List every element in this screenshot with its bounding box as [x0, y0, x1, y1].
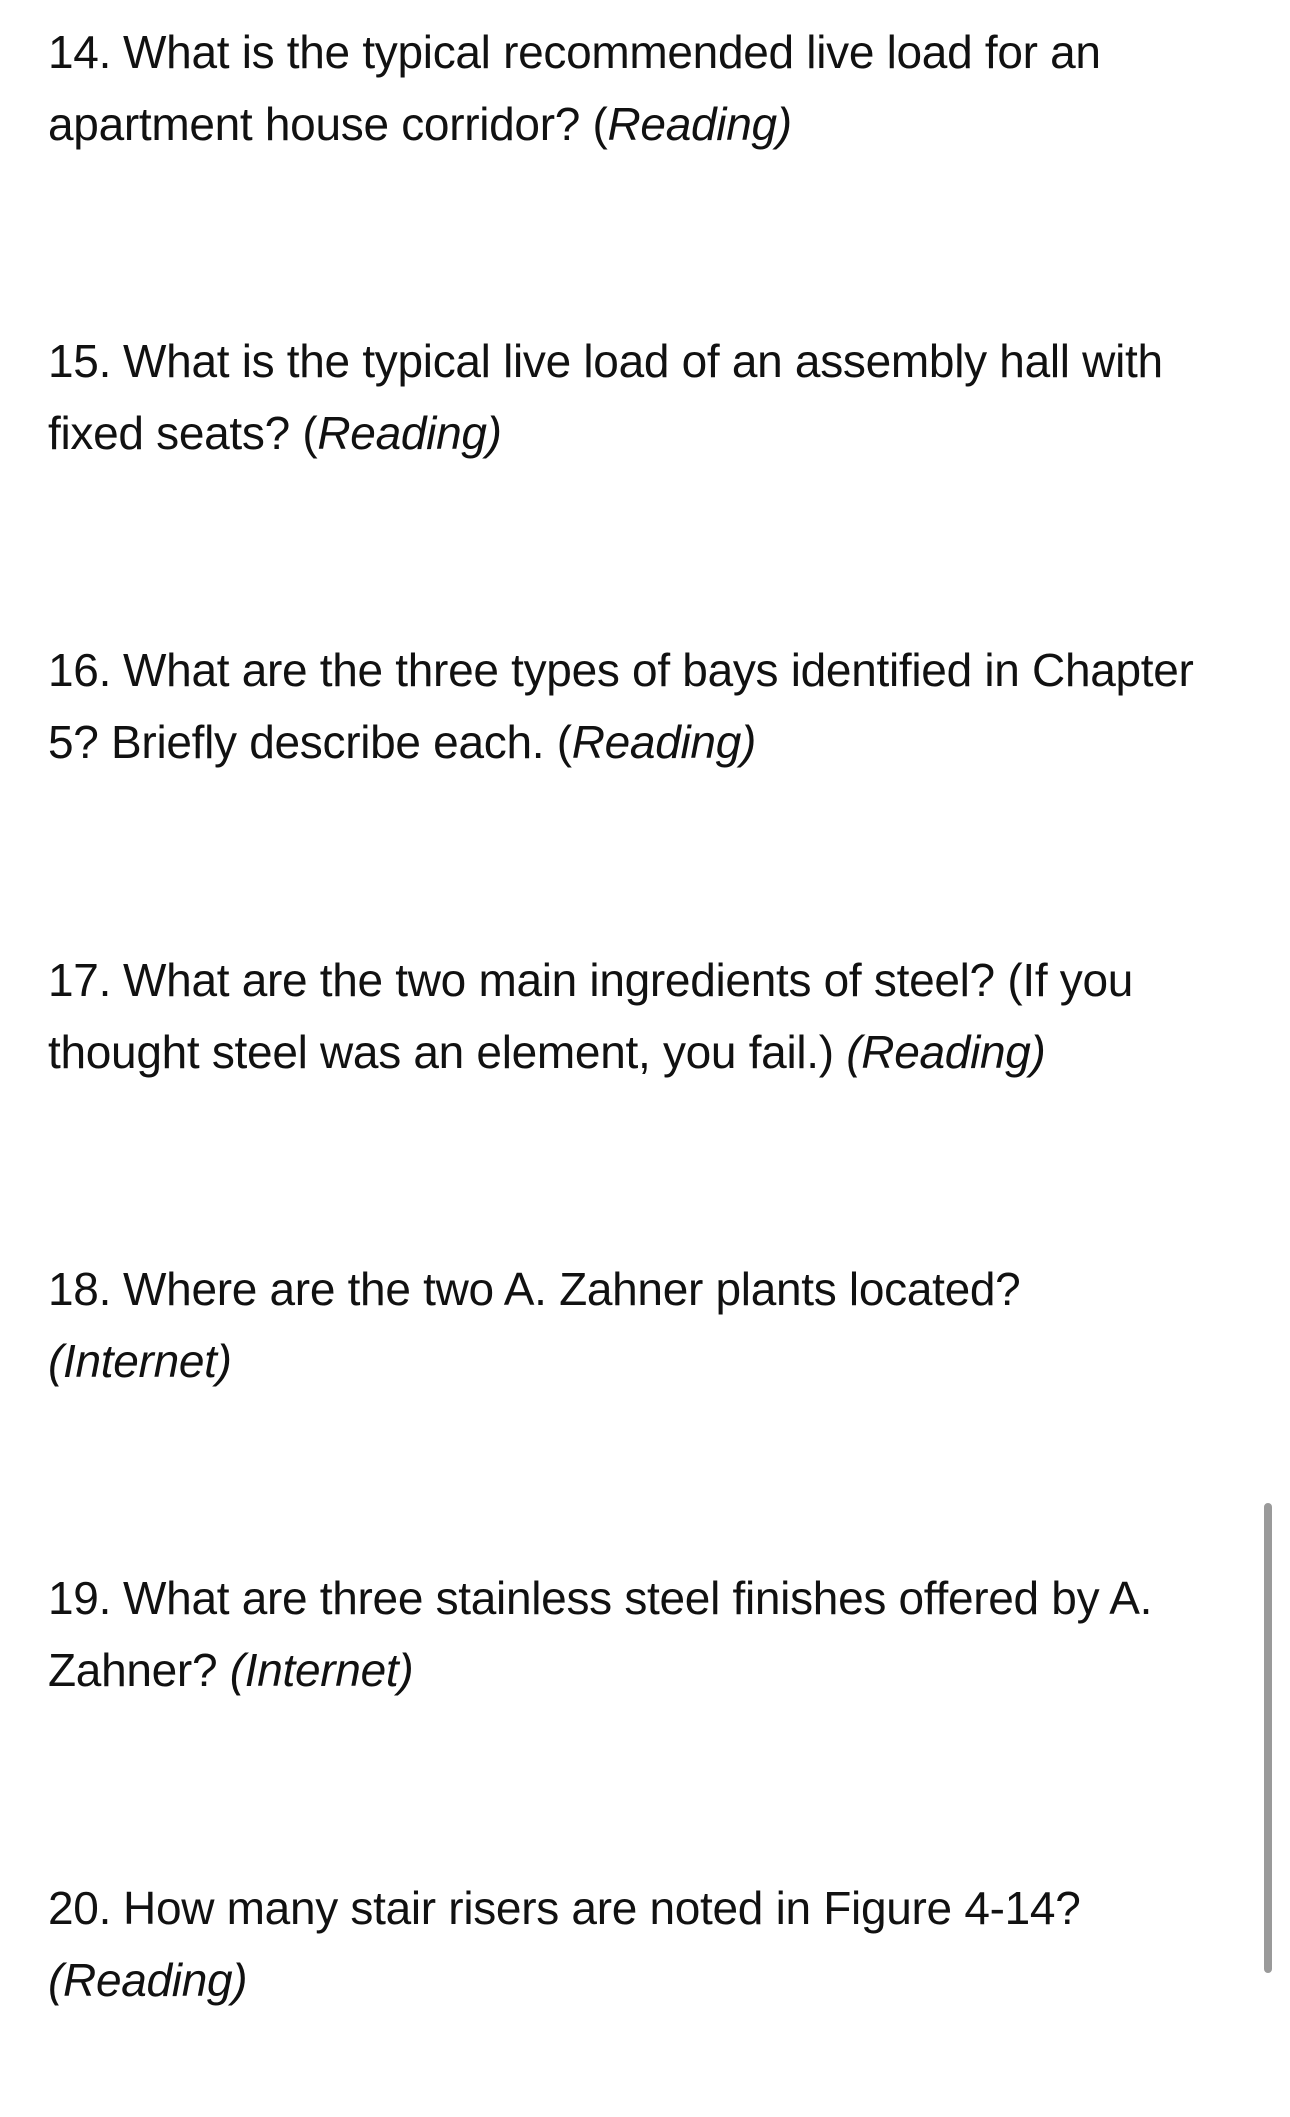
question-source: Reading) — [607, 98, 792, 150]
question-18 — [48, 1253, 1208, 1397]
vertical-scrollbar[interactable] — [1264, 1503, 1272, 1973]
question-number: 20. — [48, 1882, 112, 1934]
question-15 — [48, 325, 1208, 469]
question-source: (Reading) — [48, 1954, 248, 2006]
question-number: 16. — [48, 644, 112, 696]
question-number: 17. — [48, 954, 112, 1006]
question-source: Reading) — [571, 716, 756, 768]
question-number: 14. — [48, 26, 112, 78]
question-number: 18. — [48, 1263, 112, 1315]
question-text: What are the two main ingredients of steel? (If you thought steel was an element, you fail.) — [48, 954, 1134, 1078]
question-text: How many stair risers are noted in Figure 4-14? — [123, 1882, 1081, 1934]
question-text: What are three stainless steel finishes offered by A. Zahner? — [48, 1572, 1153, 1696]
question-19 — [48, 1562, 1208, 1706]
question-source: (Internet) — [48, 1335, 232, 1387]
question-source: (Reading) — [846, 1026, 1046, 1078]
question-20 — [48, 1872, 1208, 2016]
question-source: Reading) — [317, 407, 502, 459]
question-text: What are the three types of bays identified in Chapter 5? Briefly describe each. ( — [48, 644, 1194, 768]
question-number: 19. — [48, 1572, 112, 1624]
question-number: 15. — [48, 335, 112, 387]
question-source: (Internet) — [229, 1644, 414, 1696]
question-14 — [48, 16, 1208, 160]
question-text: What is the typical recommended live load for an apartment house corridor? ( — [48, 26, 1101, 150]
question-17 — [48, 944, 1208, 1088]
question-16 — [48, 634, 1208, 778]
question-text: Where are the two A. Zahner plants located? — [123, 1263, 1021, 1315]
question-text: What is the typical live load of an assembly hall with fixed seats? ( — [48, 335, 1163, 459]
